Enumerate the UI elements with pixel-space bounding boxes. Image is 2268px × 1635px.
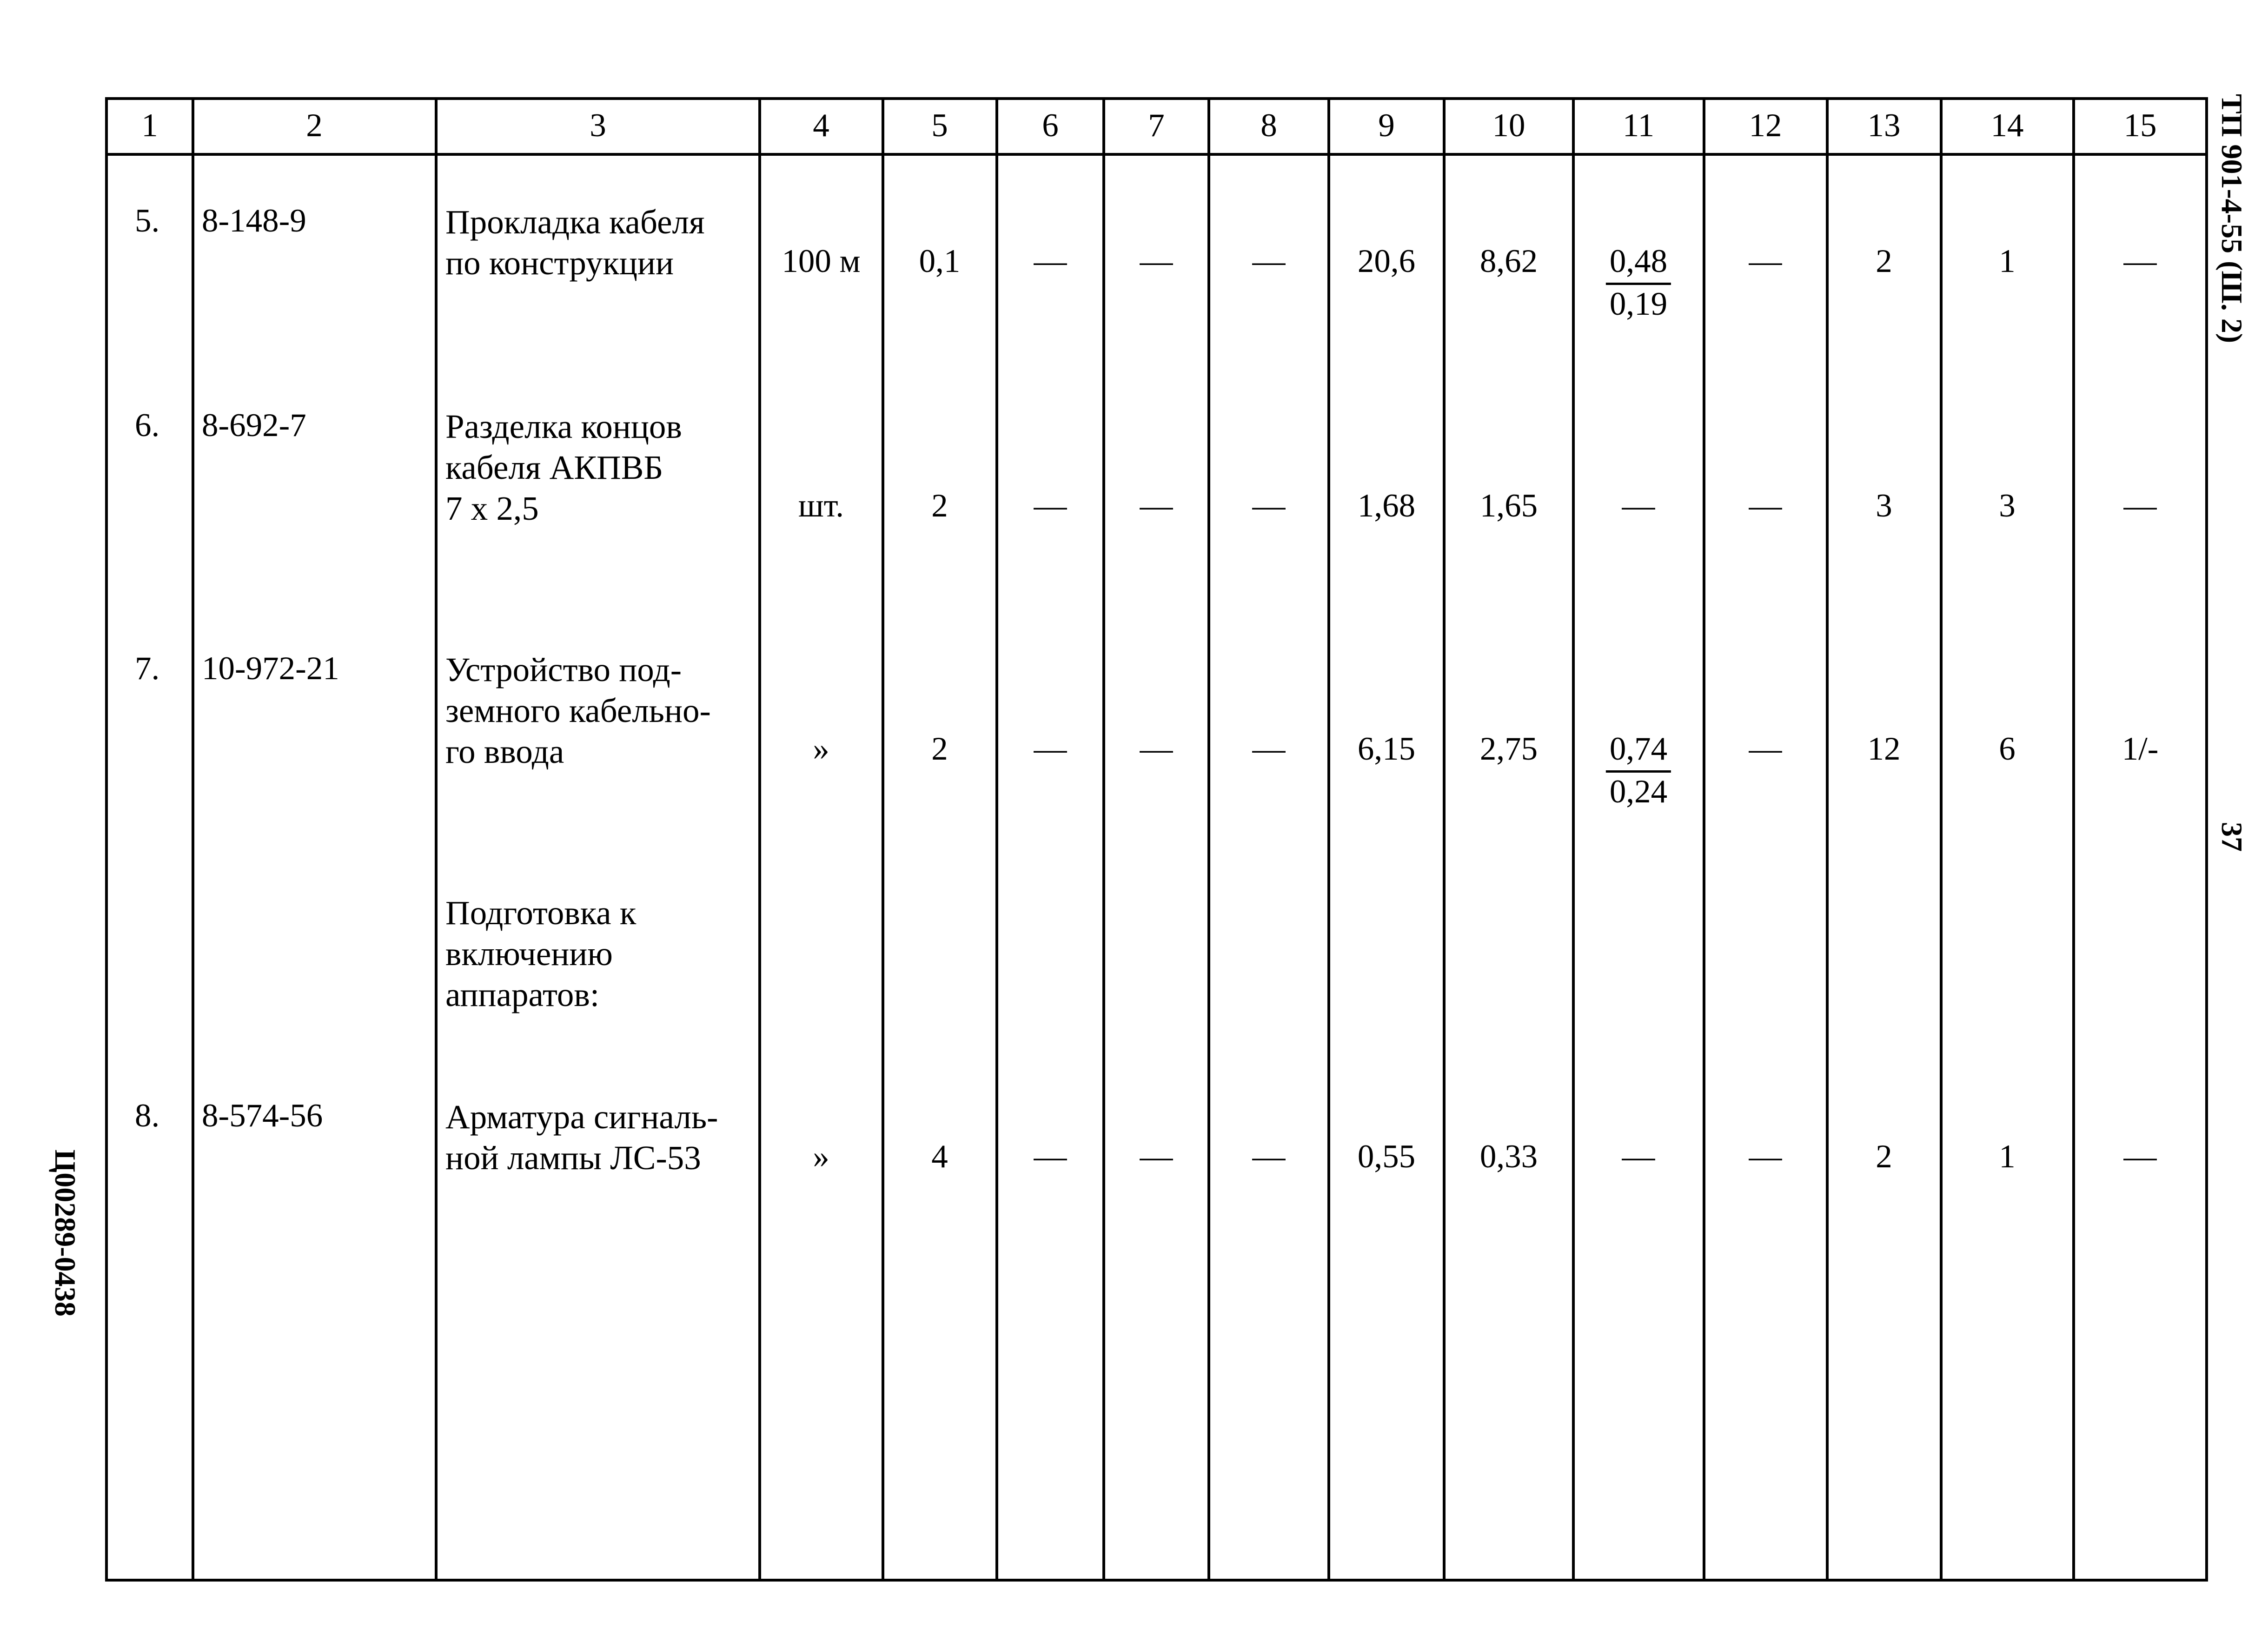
work-description: Устройство под- земного кабельно- го ввода: [445, 651, 711, 770]
header-col-3: 3: [590, 107, 606, 144]
document-code-left: Ц00289-04: [49, 1149, 82, 1287]
unit: 100 м: [782, 243, 861, 279]
col-6-value: —: [1034, 243, 1067, 279]
col-6-value: —: [1034, 488, 1067, 524]
section-heading: Подготовка к включению аппаратов:: [445, 894, 637, 1013]
col-8-value: —: [1252, 731, 1286, 767]
col-15-value: —: [2123, 243, 2157, 279]
col-12-value: —: [1749, 1139, 1782, 1175]
header-col-12: 12: [1749, 107, 1782, 144]
work-description: Разделка концов кабеля АКПВБ 7 х 2,5: [445, 408, 682, 527]
header-col-4: 4: [813, 107, 829, 144]
col-7-value: —: [1140, 243, 1173, 279]
row-number: 7.: [135, 650, 160, 687]
col-14-value: 6: [1999, 731, 2016, 767]
header-col-11: 11: [1622, 107, 1655, 144]
col-9-value: 0,55: [1357, 1139, 1416, 1175]
col-12-value: —: [1749, 731, 1782, 767]
header-col-7: 7: [1148, 107, 1165, 144]
header-col-1: 1: [141, 107, 158, 144]
col-10-value: 8,62: [1479, 243, 1538, 279]
col-11-value: —: [1622, 488, 1655, 524]
work-description: Прокладка кабеля по конструкции: [445, 203, 705, 282]
col-15-value: —: [2123, 1139, 2157, 1175]
col-6-value: —: [1034, 731, 1067, 767]
col-9-value: 20,6: [1357, 243, 1416, 279]
quantity: 2: [931, 731, 948, 767]
col-10-value: 1,65: [1479, 488, 1538, 524]
header-col-15: 15: [2123, 107, 2157, 144]
document-code-right: ТП 901-4-55 (Ш. 2): [2215, 94, 2248, 343]
col-14-value: 1: [1999, 243, 2016, 279]
header-col-6: 6: [1042, 107, 1059, 144]
col-11-fraction: [1606, 245, 1671, 321]
col-9-value: 6,15: [1357, 731, 1416, 767]
header-col-9: 9: [1378, 107, 1395, 144]
col-10-value: 2,75: [1479, 731, 1538, 767]
col-11-fraction: [1606, 733, 1671, 808]
norm-code: 8-148-9: [202, 203, 306, 239]
unit: шт.: [798, 488, 844, 524]
header-col-14: 14: [1990, 107, 2024, 144]
unit: »: [813, 731, 829, 767]
page-number-left: 38: [49, 1287, 82, 1317]
norm-code: 8-692-7: [202, 407, 306, 444]
fraction-numerator: 0,74: [1606, 733, 1671, 773]
col-14-value: 1: [1999, 1139, 2016, 1175]
col-13-value: 12: [1867, 731, 1901, 767]
row-number: 6.: [135, 407, 160, 444]
quantity: 0,1: [919, 243, 961, 279]
col-12-value: —: [1749, 243, 1782, 279]
row-number: 8.: [135, 1098, 160, 1134]
work-description: Арматура сигналь- ной лампы ЛС-53: [445, 1098, 718, 1177]
quantity: 4: [931, 1139, 948, 1175]
col-15-value: —: [2123, 488, 2157, 524]
col-9-value: 1,68: [1357, 488, 1416, 524]
col-13-value: 3: [1876, 488, 1892, 524]
col-7-value: —: [1140, 731, 1173, 767]
quantity: 2: [931, 488, 948, 524]
col-11-value: —: [1622, 1139, 1655, 1175]
header-col-5: 5: [931, 107, 948, 144]
norm-code: 8-574-56: [202, 1098, 323, 1134]
fraction-denominator: 0,24: [1609, 774, 1668, 810]
col-15-value: 1/-: [2122, 731, 2159, 767]
row-number: 5.: [135, 203, 160, 239]
col-6-value: —: [1034, 1139, 1067, 1175]
col-7-value: —: [1140, 1139, 1173, 1175]
header-col-8: 8: [1260, 107, 1277, 144]
unit: »: [813, 1139, 829, 1175]
col-8-value: —: [1252, 1139, 1286, 1175]
col-14-value: 3: [1999, 488, 2016, 524]
col-13-value: 2: [1876, 243, 1892, 279]
header-col-10: 10: [1492, 107, 1525, 144]
col-10-value: 0,33: [1479, 1139, 1538, 1175]
header-col-13: 13: [1867, 107, 1901, 144]
col-8-value: —: [1252, 488, 1286, 524]
col-7-value: —: [1140, 488, 1173, 524]
page-number-right: 37: [2215, 822, 2248, 852]
fraction-denominator: 0,19: [1609, 286, 1668, 322]
norm-code: 10-972-21: [202, 650, 339, 687]
fraction-numerator: 0,48: [1606, 245, 1671, 285]
col-12-value: —: [1749, 488, 1782, 524]
col-8-value: —: [1252, 243, 1286, 279]
header-col-2: 2: [306, 107, 323, 144]
col-13-value: 2: [1876, 1139, 1892, 1175]
